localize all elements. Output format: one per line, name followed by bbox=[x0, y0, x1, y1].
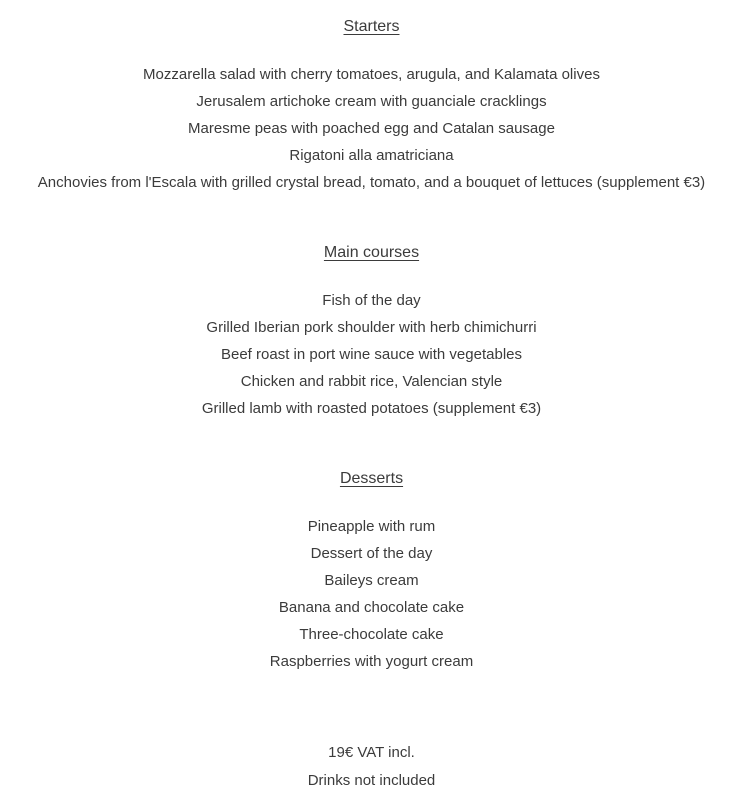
menu-item: Beef roast in port wine sauce with vegetables bbox=[220, 346, 522, 363]
menu-item: Grilled lamb with roasted potatoes (supplement €3) bbox=[201, 400, 542, 417]
menu-item: Chicken and rabbit rice, Valencian style bbox=[240, 373, 503, 390]
menu-item: Fish of the day bbox=[322, 292, 421, 309]
menu-item: Baileys cream bbox=[324, 572, 419, 589]
menu-item: Raspberries with yogurt cream bbox=[269, 653, 474, 670]
menu-item: Banana and chocolate cake bbox=[278, 599, 465, 616]
section-title-starters: Starters bbox=[343, 18, 400, 35]
starters-items bbox=[0, 61, 743, 196]
drinks-note: Drinks not included bbox=[307, 772, 436, 789]
menu-section-main-courses bbox=[0, 243, 743, 422]
section-title-desserts: Desserts bbox=[339, 470, 404, 487]
menu-item: Jerusalem artichoke cream with guanciale cracklings bbox=[196, 93, 547, 110]
menu-footer bbox=[0, 739, 743, 795]
menu-section-starters bbox=[0, 17, 743, 196]
section-title-main-courses: Main courses bbox=[323, 244, 420, 261]
menu-item: Anchovies from l'Escala with grilled crystal bread, tomato, and a bouquet of lettuces (supplement €3) bbox=[37, 174, 706, 191]
menu-item: Three-chocolate cake bbox=[299, 626, 444, 643]
menu-item: Dessert of the day bbox=[310, 545, 433, 562]
menu-item: Rigatoni alla amatriciana bbox=[289, 147, 454, 164]
menu-section-desserts bbox=[0, 469, 743, 675]
menu-item: Maresme peas with poached egg and Catalan sausage bbox=[188, 120, 555, 137]
vat-note: 19€ VAT incl. bbox=[328, 744, 415, 761]
menu-item: Mozzarella salad with cherry tomatoes, arugula, and Kalamata olives bbox=[143, 66, 600, 83]
main-courses-items bbox=[0, 287, 743, 422]
menu-item: Grilled Iberian pork shoulder with herb chimichurri bbox=[206, 319, 537, 336]
desserts-items bbox=[0, 513, 743, 675]
menu-item: Pineapple with rum bbox=[307, 518, 436, 535]
